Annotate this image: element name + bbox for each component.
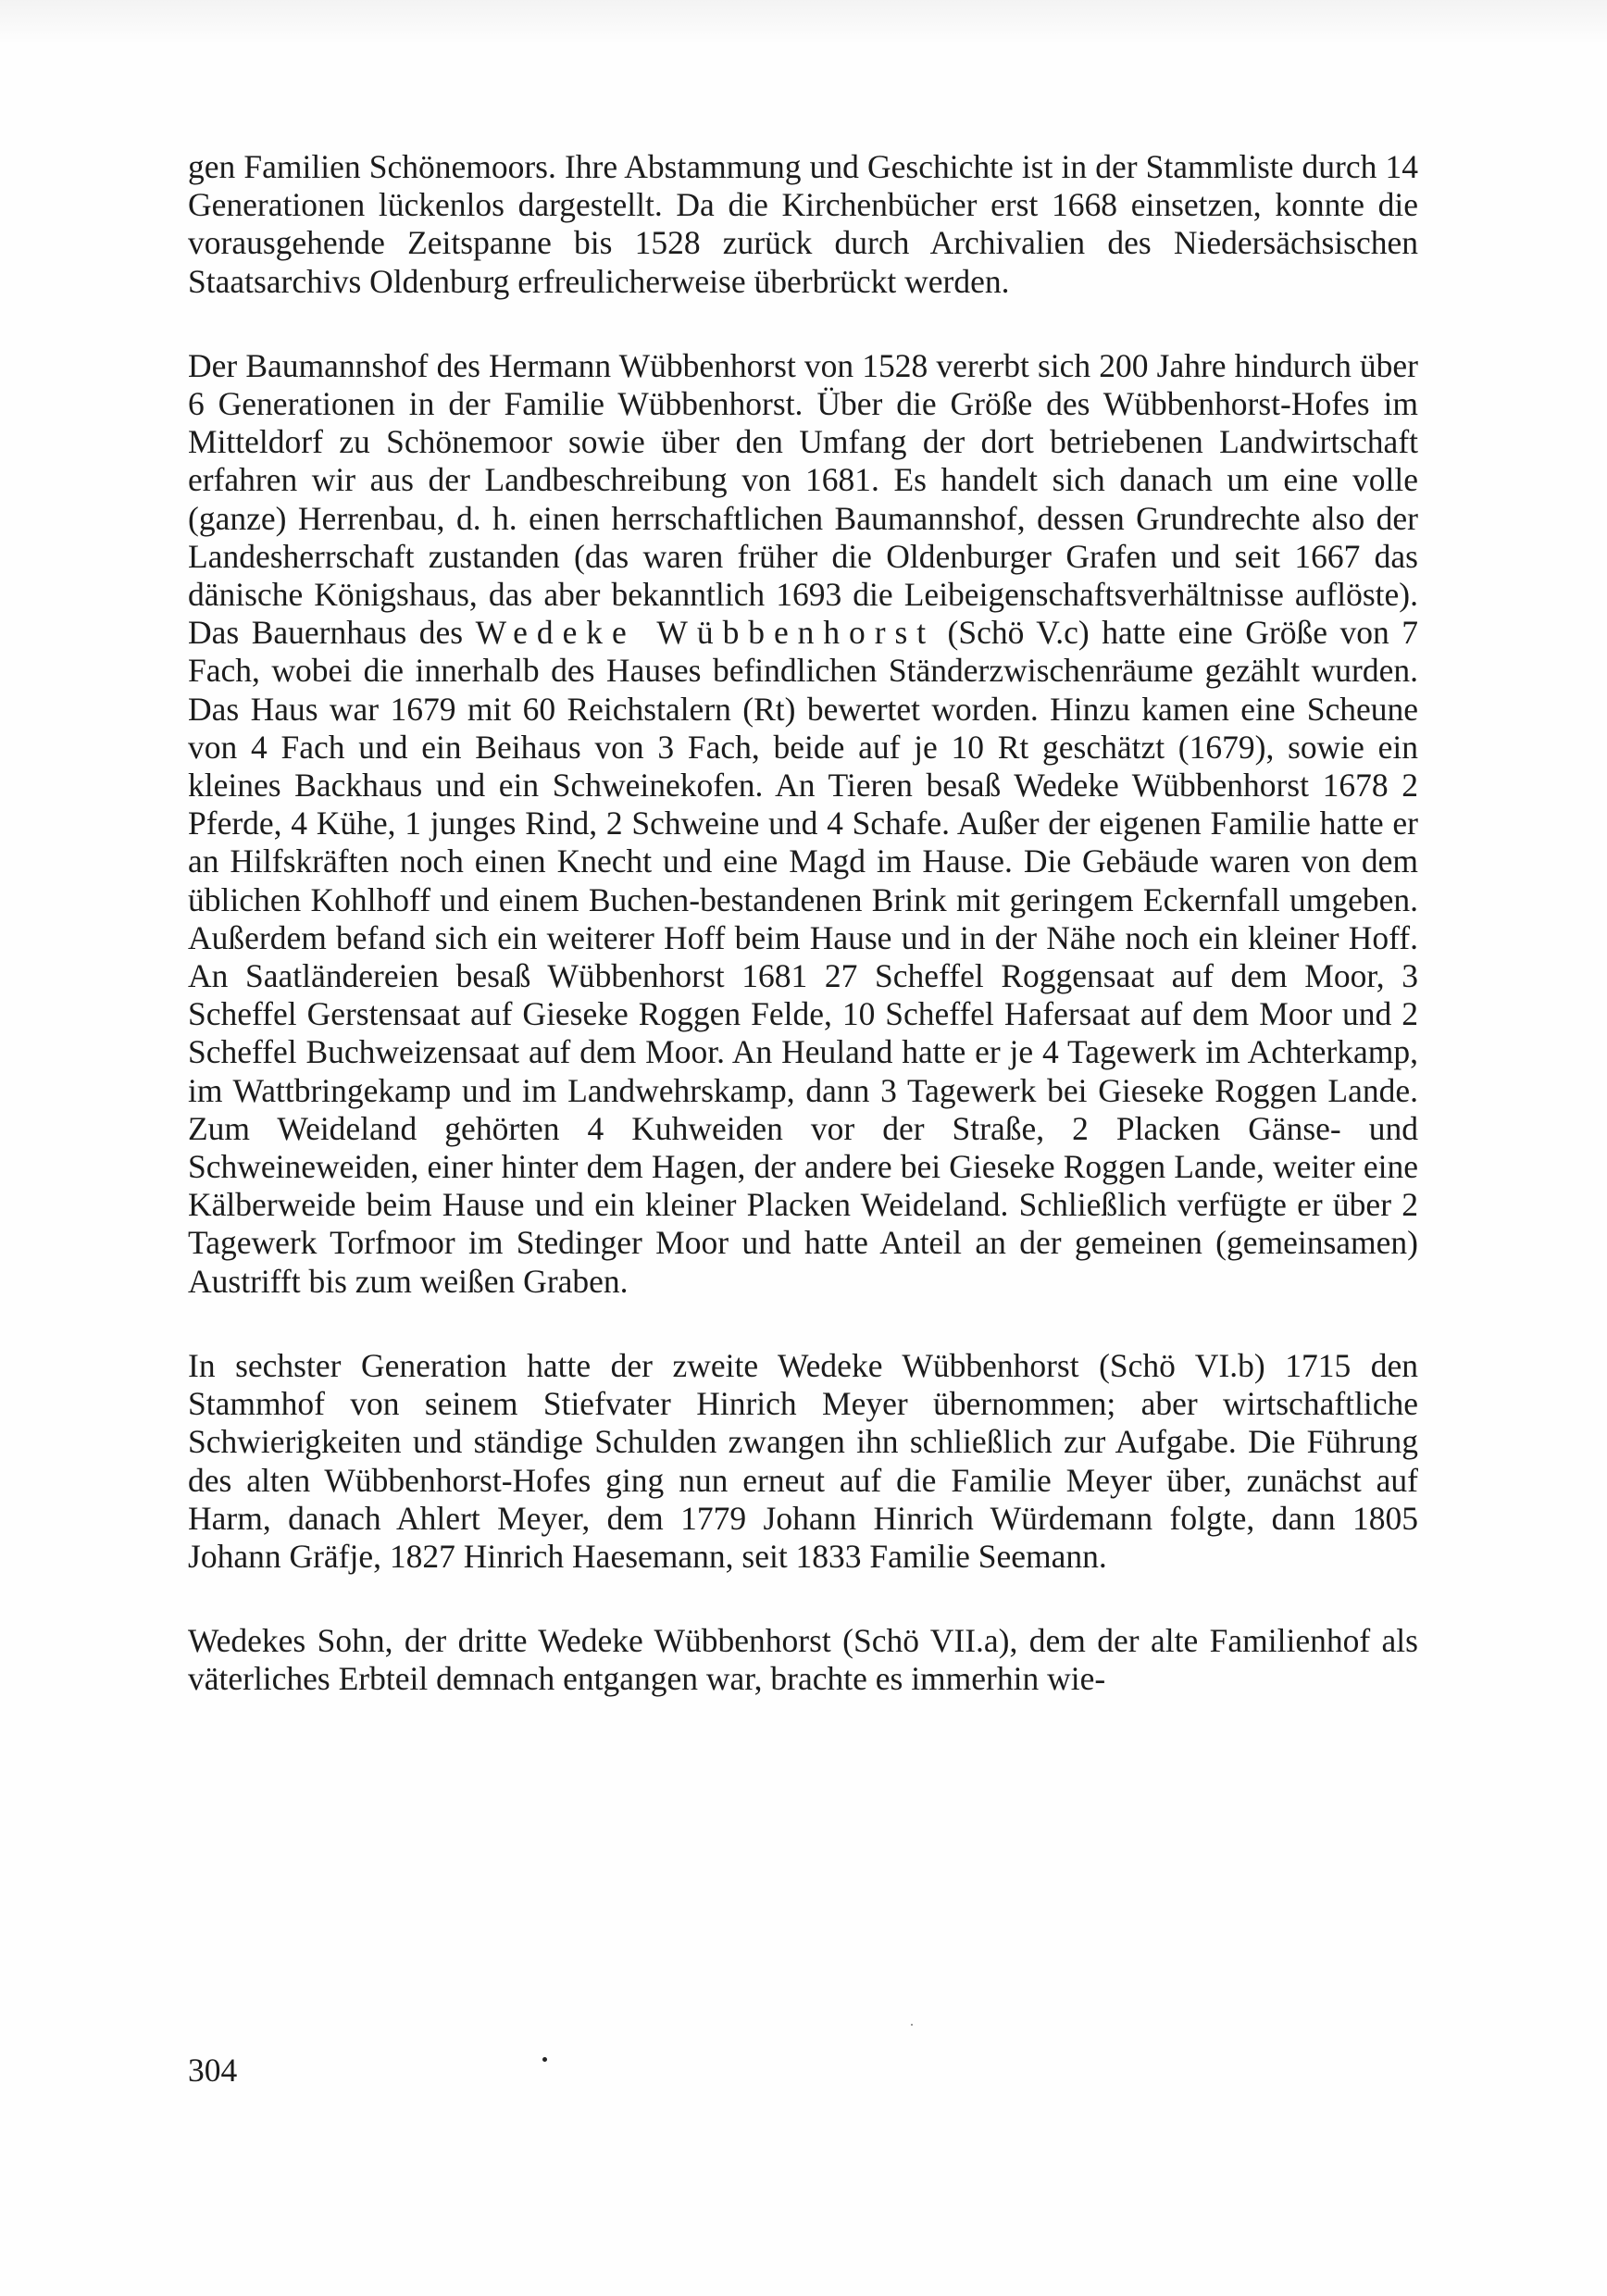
spaced-name-wedeke-wuebbenhorst: Wedeke Wübbenhorst xyxy=(475,614,936,652)
paragraph-2-part-1: Der Baumannshof des Hermann Wübbenhorst von 1528 vererbt sich 200 Jahre hindurch über 6 Generationen in der Familie Wübbenhorst. Über die Größe des Wübbenhorst-Hofes im Mitteldorf zu Schönemoor sowie über den Umfang der dort betriebenen Landwirtschaft erfahren wir aus der Landbeschreibung von 1681. Es handelt sich danach um eine volle (ganze) Herrenbau, d. h. einen herrschaftlichen Baumannshof, dessen Grundrechte also der Landesherrschaft zustanden (das waren früher die Oldenburger Grafen und seit 1667 das dänische Königshaus, das aber bekanntlich 1693 die Leibeigenschaftsverhältnisse auflöste). Das Bauernhaus des xyxy=(188,346,1418,652)
scan-top-edge xyxy=(0,0,1607,44)
body-text xyxy=(188,148,1418,1699)
paragraph-1: gen Familien Schönemoors. Ihre Abstammung und Geschichte ist in der Stammliste durch 14 Generationen lückenlos dargestellt. Da die Kirchenbücher erst 1668 einsetzen, konnte die vorausgehende Zeitspanne bis 1528 zurück durch Archivalien des Niedersächsischen Staatsarchivs Oldenburg erfreulicherweise überbrückt werden. xyxy=(188,148,1418,300)
paragraph-4: Wedekes Sohn, der dritte Wedeke Wübbenhorst (Schö VII.a), dem der alte Familienhof als väterliches Erbteil demnach entgangen war, brachte es immerhin wie- xyxy=(188,1622,1418,1698)
scan-speck xyxy=(911,2024,913,2026)
page-number: 304 xyxy=(188,2052,238,2089)
paragraph-3: In sechster Generation hatte der zweite Wedeke Wübbenhorst (Schö VI.b) 1715 den Stammhof von seinem Stiefvater Hinrich Meyer übernommen; aber wirtschaftliche Schwierigkeiten und ständige Schulden zwangen ihn schließlich zur Aufgabe. Die Führung des alten Wübbenhorst-Hofes ging nun erneut auf die Familie Meyer über, zunächst auf Harm, danach Ahlert Meyer, dem 1779 Johann Hinrich Würdemann folgte, dann 1805 Johann Gräfje, 1827 Hinrich Haesemann, seit 1833 Familie Seemann. xyxy=(188,1346,1418,1575)
paragraph-2-part-2: (Schö V.c) hatte eine Größe von 7 Fach, wobei die innerhalb des Hauses befindlichen Ständerzwischenräume gezählt wurden. Das Haus war 1679 mit 60 Reichstalern (Rt) bewertet worden. Hinzu kamen eine Scheune von 4 Fach und ein Beihaus von 3 Fach, beide auf je 10 Rt geschätzt (1679), sowie ein kleines Backhaus und ein Schweinekofen. An Tieren besaß Wedeke Wübbenhorst 1678 2 Pferde, 4 Kühe, 1 junges Rind, 2 Schweine und 4 Schafe. Außer der eigenen Familie hatte er an Hilfskräften noch einen Knecht und eine Magd im Hause. Die Gebäude waren von dem üblichen Kohlhoff und einem Buchen-bestandenen Brink mit geringem Eckernfall umgeben. Außerdem befand sich ein weiterer Hoff beim Hause und in der Nähe noch ein kleiner Hoff. An Saatländereien besaß Wübbenhorst 1681 27 Scheffel Roggensaat auf dem Moor, 3 Scheffel Gerstensaat auf Gieseke Roggen Felde, 10 Scheffel Hafersaat auf dem Moor und 2 Scheffel Buchweizensaat auf dem Moor. An Heuland hatte er je 4 Tagewerk im Achterkamp, im Wattbringekamp und im Landwehrskamp, dann 3 Tagewerk bei Gieseke Roggen Lande. Zum Weideland gehörten 4 Kuhweiden vor der Straße, 2 Placken Gänse- und Schweineweiden, einer hinter dem Hagen, der andere bei Gieseke Roggen Lande, weiter eine Kälberweide beim Hause und ein kleiner Placken Weideland. Schließlich verfügte er über 2 Tagewerk Torfmoor im Stedinger Moor und hatte Anteil an der gemeinen (gemeinsamen) Austrifft bis zum weißen Graben. xyxy=(188,614,1418,1300)
scan-dot xyxy=(542,2057,547,2062)
paragraph-2 xyxy=(188,347,1418,1301)
